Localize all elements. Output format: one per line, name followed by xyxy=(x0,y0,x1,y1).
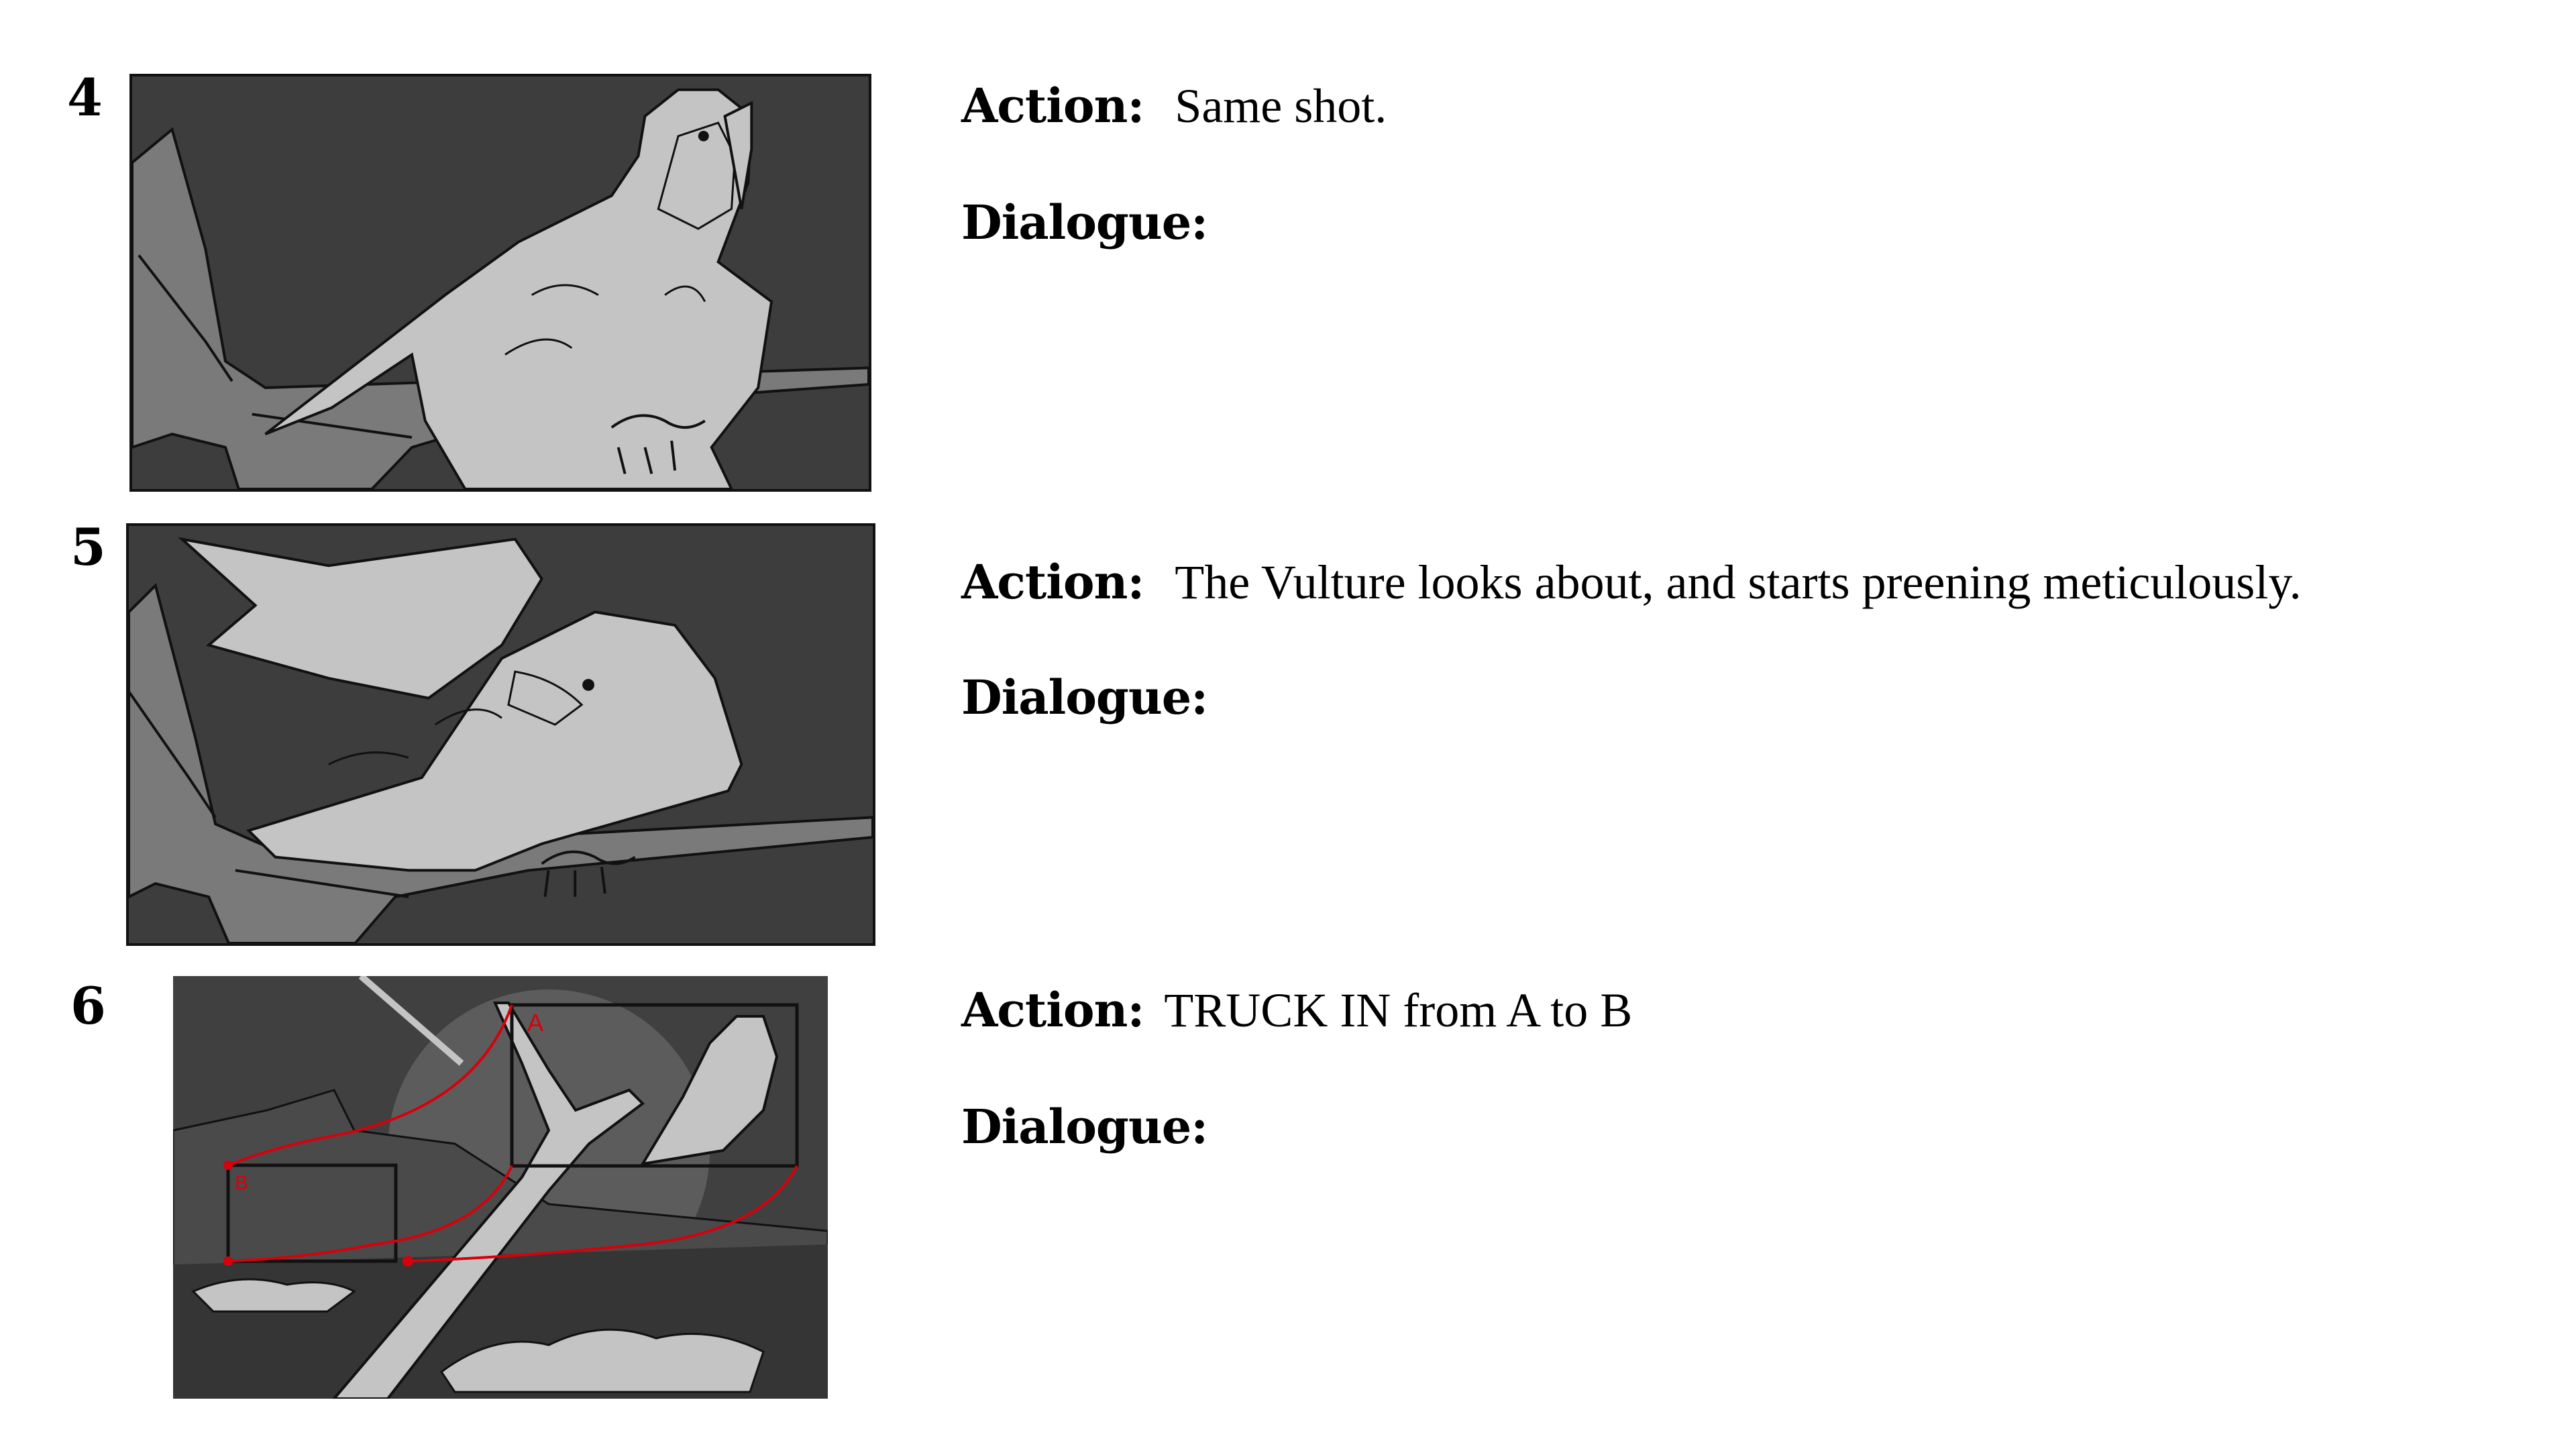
panel-4-action xyxy=(961,78,1387,133)
panel-6-dialogue xyxy=(961,1099,1208,1155)
storyboard-frame-4 xyxy=(129,74,871,492)
dialogue-label: Dialogue: xyxy=(961,669,1208,725)
marker-a: A xyxy=(527,1009,544,1036)
marker-b: B xyxy=(235,1172,249,1194)
panel-number-6: 6 xyxy=(70,976,106,1036)
action-label: Action: xyxy=(961,982,1144,1038)
vulture-preening-sketch xyxy=(129,526,873,943)
panel-number-5: 5 xyxy=(70,517,106,577)
panel-6-action xyxy=(961,982,1633,1038)
storyboard-frame-5 xyxy=(126,523,875,946)
action-text: The Vulture looks about, and starts preening meticulously. xyxy=(1175,555,2302,609)
action-label: Action: xyxy=(961,554,1144,610)
panel-4-dialogue xyxy=(961,195,1208,250)
storyboard-frame-6 xyxy=(173,976,828,1399)
panel-number-4: 4 xyxy=(67,68,103,127)
action-text: TRUCK IN from A to B xyxy=(1164,983,1633,1037)
panel-5-dialogue xyxy=(961,669,1208,725)
dialogue-label: Dialogue: xyxy=(961,195,1208,250)
dialogue-label: Dialogue: xyxy=(961,1099,1208,1155)
panel-5-action xyxy=(961,554,2302,610)
truck-in-layout-sketch xyxy=(173,976,828,1399)
action-text: Same shot. xyxy=(1175,79,1387,133)
vulture-perched-sketch xyxy=(132,76,869,489)
action-label: Action: xyxy=(961,78,1144,133)
